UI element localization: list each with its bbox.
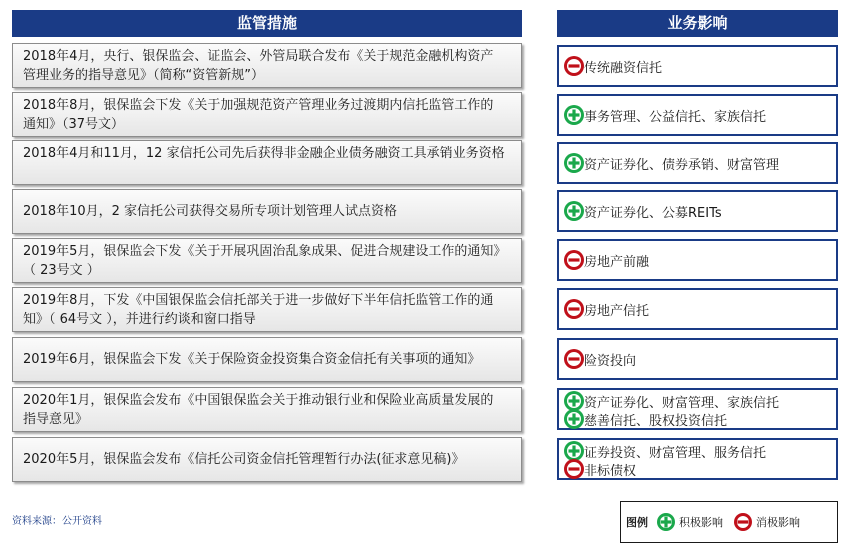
- minus-circle-icon: [563, 298, 585, 320]
- impact-header: 业务影响: [557, 10, 838, 37]
- legend: [620, 501, 838, 543]
- impact-line: [563, 55, 662, 77]
- impact-line: [563, 458, 636, 480]
- impact-item: [557, 142, 838, 184]
- impact-text: 非标债权: [584, 463, 637, 479]
- impact-text: 房地产前融: [584, 254, 650, 270]
- impact-line: [563, 104, 766, 126]
- impact-text: 证券投资、财富管理、服务信托: [584, 445, 767, 461]
- minus-circle-icon: [733, 512, 753, 532]
- impact-item: [557, 288, 838, 330]
- impact-line: [563, 408, 727, 430]
- impact-item: [557, 388, 838, 430]
- impact-item: [557, 45, 838, 87]
- impact-line: [563, 200, 722, 222]
- impact-line: [563, 249, 649, 271]
- impact-text: 房地产信托: [584, 303, 650, 319]
- impact-item: [557, 190, 838, 232]
- plus-circle-icon: [656, 512, 676, 532]
- plus-circle-icon: [563, 104, 585, 126]
- impact-text: 事务管理、公益信托、家族信托: [584, 109, 767, 125]
- measure-item: 2019年5月，银保监会下发《关于开展巩固治乱象成果、促进合规建设工作的通知》（ 23号文 ）: [12, 238, 522, 283]
- plus-circle-icon: [563, 408, 585, 430]
- impact-line: [563, 348, 636, 370]
- impact-item: [557, 438, 838, 480]
- measure-item: 2018年4月和11月，12 家信托公司先后获得非金融企业债务融资工具承销业务资格: [12, 140, 522, 185]
- legend-positive-label: 积极影响: [679, 516, 723, 529]
- minus-circle-icon: [563, 458, 585, 480]
- impact-text: 慈善信托、股权投资信托: [584, 413, 728, 429]
- impact-text: 传统融资信托: [584, 60, 663, 76]
- legend-negative-label: 消极影响: [756, 516, 800, 529]
- source-note: 资料来源：公开资料: [12, 516, 102, 527]
- plus-circle-icon: [563, 152, 585, 174]
- measure-item: 2020年5月，银保监会发布《信托公司资金信托管理暂行办法(征求意见稿)》: [12, 437, 522, 482]
- minus-circle-icon: [563, 348, 585, 370]
- measure-item: 2018年8月，银保监会下发《关于加强规范资产管理业务过渡期内信托监管工作的通知》（37号文）: [12, 92, 522, 137]
- impact-line: [563, 152, 779, 174]
- impact-item: [557, 239, 838, 281]
- impact-item: [557, 338, 838, 380]
- impact-text: 资产证券化、财富管理、家族信托: [584, 395, 780, 411]
- impact-item: [557, 94, 838, 136]
- measure-item: 2018年4月，央行、银保监会、证监会、外管局联合发布《关于规范金融机构资产管理业务的指导意见》（简称“资管新规”）: [12, 43, 522, 88]
- minus-circle-icon: [563, 249, 585, 271]
- measure-item: 2019年8月，下发《中国银保监会信托部关于进一步做好下半年信托监管工作的通知》（ 64号文 ），并进行约谈和窗口指导: [12, 287, 522, 332]
- impact-text: 资产证券化、公募REITs: [584, 205, 722, 221]
- measure-item: 2020年1月，银保监会发布《中国银保监会关于推动银行业和保险业高质量发展的指导意见》: [12, 387, 522, 432]
- minus-circle-icon: [563, 55, 585, 77]
- legend-title: 图例: [626, 516, 648, 529]
- impact-line: [563, 298, 649, 320]
- impact-text: 资产证券化、债券承销、财富管理: [584, 157, 780, 173]
- plus-circle-icon: [563, 200, 585, 222]
- measure-item: 2019年6月，银保监会下发《关于保险资金投资集合资金信托有关事项的通知》: [12, 337, 522, 382]
- measures-header: 监管措施: [12, 10, 522, 37]
- impact-text: 险资投向: [584, 353, 637, 369]
- measure-item: 2018年10月，2 家信托公司获得交易所专项计划管理人试点资格: [12, 189, 522, 234]
